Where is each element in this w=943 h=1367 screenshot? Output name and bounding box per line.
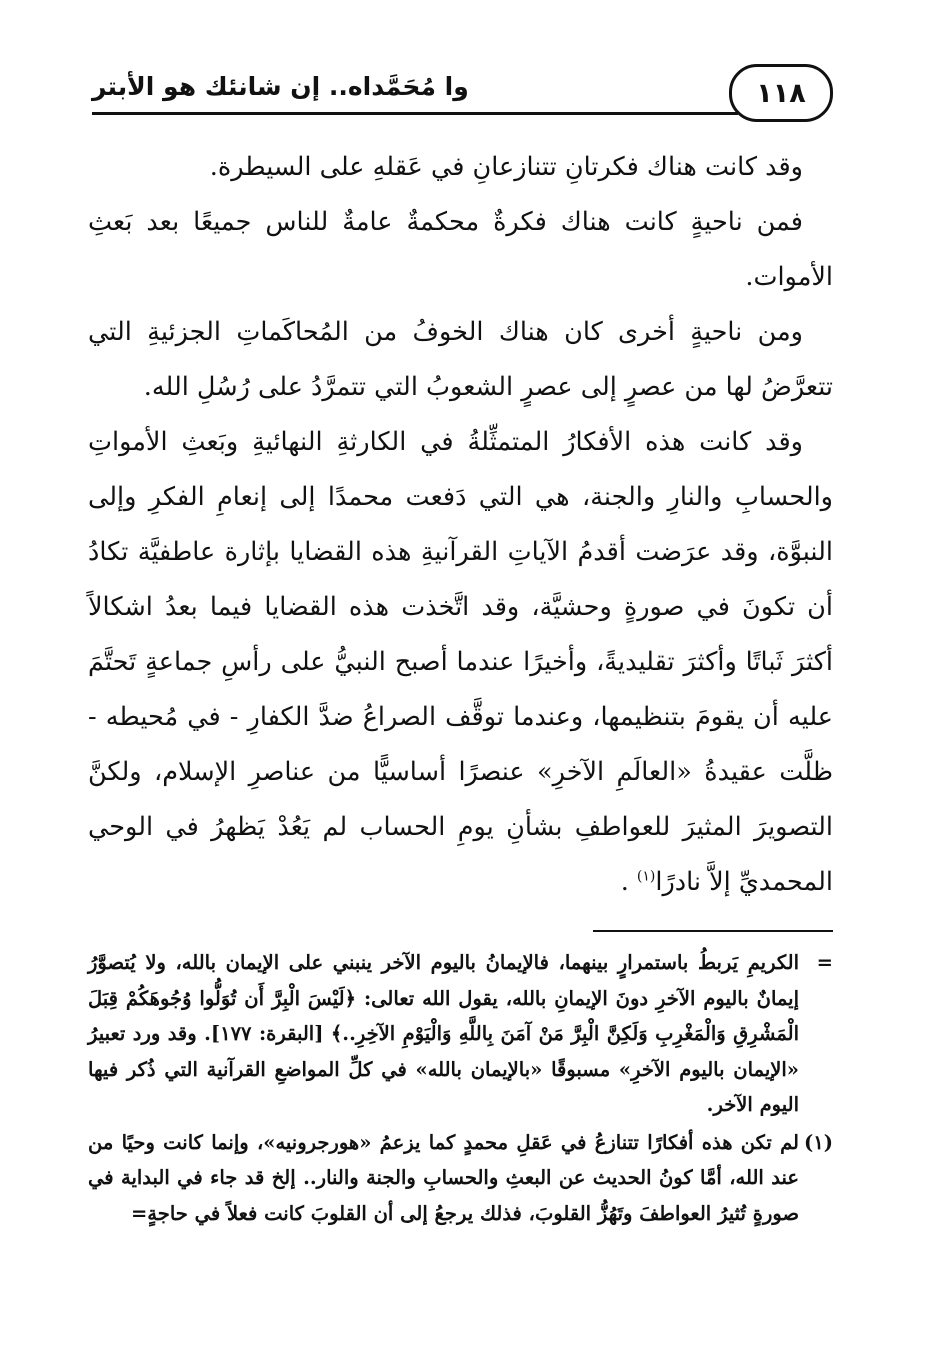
footnote-text: لم تكن هذه أفكارًا تتنازعُ في عَقلِ محمدٍ كما يزعمُ «هورجرونيه»، وإنما كانت وحيًا من عند الله، أمَّا كونُ الحديث عن البعثِ والحسابِ والجنة والنار.. إلخ قد جاء في البداية في صورةٍ تُثيرُ العواطفَ وتَهُزُّ القلوبَ، فذلك يرجعُ إلى أن القلوبَ كانت فعلاً في حاجةٍ= <box>88 1130 799 1225</box>
paragraph: وقد كانت هناك فكرتانِ تتنازعانِ في عَقلهِ على السيطرة. <box>209 152 803 182</box>
paragraph-end-period: . <box>620 867 629 897</box>
paragraph-last <box>88 415 833 910</box>
footnotes <box>88 945 833 1233</box>
header-rule <box>92 112 738 115</box>
footnote-separator <box>593 930 833 932</box>
running-title: وا مُحَمَّداه.. إن شانئك هو الأبتر <box>92 72 469 101</box>
footnote-continuation <box>88 945 833 1123</box>
page-header <box>92 62 833 128</box>
footnote-item <box>88 1125 833 1232</box>
continuation-marker: = <box>816 951 833 974</box>
paragraph: ومن ناحيةٍ أخرى كان هناك الخوفُ من المُحاكَماتِ الجزئيةِ التي تتعرَّضُ لها من عصرٍ إلى عصرٍ الشعوبُ التي تتمرَّدُ على رُسُلِ الله. <box>88 317 833 402</box>
paragraph: فمن ناحيةٍ كانت هناك فكرةٌ محكمةٌ عامةٌ للناس جميعًا بعد بَعثِ الأموات. <box>88 207 833 292</box>
footnote-reference[interactable]: (١) <box>636 868 656 885</box>
footnote-continuation-text: الكريمِ يَربطُ باستمرارٍ بينهما، فالإيمانُ باليوم الآخر ينبني على الإيمان بالله، ولا يُتصوَّرُ إيمانٌ باليوم الآخرِ دونَ الإيمانِ بالله، يقول الله تعالى: ﴿لَيْسَ الْبِرَّ أَن تُوَلُّوا وُجُوهَكُمْ قِبَلَ الْمَشْرِقِ وَالْمَغْرِبِ وَلَكِنَّ الْبِرَّ مَنْ آمَنَ بِاللَّهِ وَالْيَوْمِ الآخِرِ..﴾ [البقرة: ١٧٧]. وقد ورد تعبيرُ «الإيمان باليوم الآخرِ» مسبوقًا «بالإيمان بالله» في كلِّ المواضعِ القرآنية التي ذُكر فيها اليوم الآخر. <box>88 951 799 1116</box>
footnote-number: (١) <box>804 1130 833 1154</box>
paragraph-text: وقد كانت هذه الأفكارُ المتمثِّلةُ في الكارثةِ النهائيةِ وبَعثِ الأمواتِ والحسابِ والنارِ والجنة، هي التي دَفعت محمدًا إلى إنعامِ الفكرِ وإلى النبوَّة، وقد عرَضت أقدمُ الآياتِ القرآنيةِ هذه القضايا بإثارة عاطفيَّة تكادُ أن تكونَ في صورةٍ وحشيَّة، وقد اتَّخذت هذه القضايا فيما بعدُ اشكالاً أكثرَ ثَباتًا وأكثرَ تقليديةً، وأخيرًا عندما أصبح النبيُّ على رأسِ جماعةٍ تَحتَّمَ عليه أن يقومَ بتنظيمها، وعندما توقَّف الصراعُ ضدَّ الكفارِ - في مُحيطه - ظلَّت عقيدةُ «العالَمِ الآخرِ» عنصرًا أساسيًّا من عناصرِ الإسلام، ولكنَّ التصويرَ المثيرَ للعواطفِ بشأنِ يومِ الحساب لم يَعُدْ يَظهرُ في الوحي المحمديِّ إلاَّ نادرًا <box>88 427 833 897</box>
page-number: ١١٨ <box>756 77 806 109</box>
main-text <box>88 140 833 910</box>
page-number-badge <box>729 64 833 122</box>
